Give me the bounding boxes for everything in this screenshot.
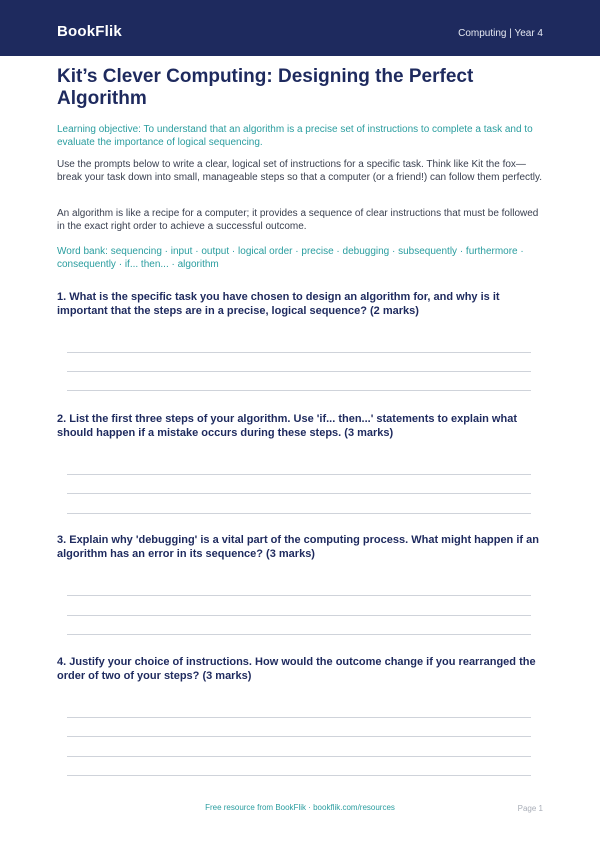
word-bank: Word bank: sequencing · input · output · logical order · precise · debugging · subsequently · furthermore · consequently · if... then... · algorithm: [57, 246, 524, 270]
answer-line[interactable]: [67, 775, 531, 776]
question-2: 2. List the first three steps of your algorithm. Use 'if... then...' statements to explain what should happen if a mistake occurs during these steps. (3 marks): [57, 413, 517, 439]
answer-line[interactable]: [67, 493, 531, 494]
question-3: 3. Explain why 'debugging' is a vital part of the computing process. What might happen if an algorithm has an error in its sequence? (3 marks): [57, 534, 539, 560]
answer-line[interactable]: [67, 717, 531, 718]
answer-line[interactable]: [67, 371, 531, 372]
footer-link[interactable]: Free resource from BookFlik · bookflik.com/resources: [205, 803, 395, 812]
page-number: Page 1: [517, 804, 543, 813]
intro-paragraph-2: An algorithm is like a recipe for a computer; it provides a sequence of clear instructions that must be followed in the exact right order to achieve a successful outcome.: [57, 208, 539, 232]
learning-objective: Learning objective: To understand that an algorithm is a precise set of instructions to complete a task and to evaluate the importance of logical sequencing.: [57, 124, 533, 148]
brand-logo-text: BookFlik: [57, 23, 122, 40]
answer-line[interactable]: [67, 390, 531, 391]
answer-line[interactable]: [67, 513, 531, 514]
answer-line[interactable]: [67, 634, 531, 635]
question-4: 4. Justify your choice of instructions. How would the outcome change if you rearranged the order of two of your steps? (3 marks): [57, 656, 536, 682]
answer-line[interactable]: [67, 736, 531, 737]
answer-line[interactable]: [67, 595, 531, 596]
subject-year-label: Computing | Year 4: [458, 28, 543, 39]
answer-line[interactable]: [67, 474, 531, 475]
answer-line[interactable]: [67, 352, 531, 353]
answer-line[interactable]: [67, 615, 531, 616]
answer-line[interactable]: [67, 756, 531, 757]
page-header: [0, 0, 600, 56]
question-1: 1. What is the specific task you have chosen to design an algorithm for, and why is it important that the steps are in a precise, logical sequence? (2 marks): [57, 291, 500, 317]
intro-paragraph-1: Use the prompts below to write a clear, logical set of instructions for a specific task. Think like Kit the fox—break your task down into small, manageable steps so that a computer (or a friend!) can follow them perfectly.: [57, 159, 543, 183]
worksheet-title: Kit’s Clever Computing: Designing the Perfect Algorithm: [57, 66, 474, 109]
